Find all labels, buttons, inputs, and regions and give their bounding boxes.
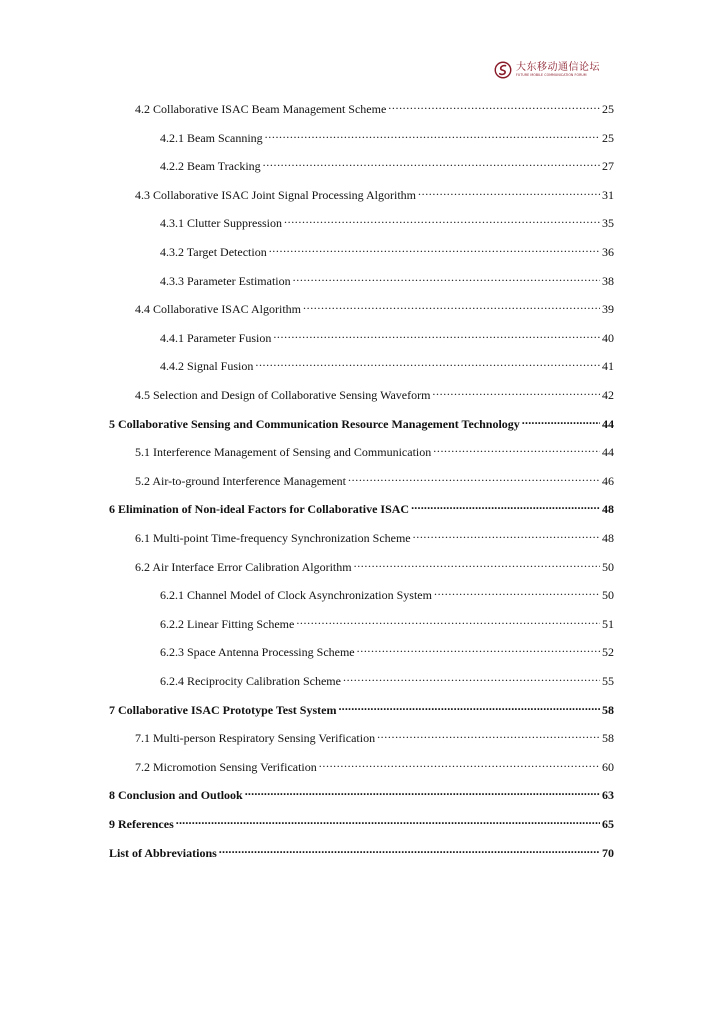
toc-leader-dots	[296, 612, 600, 628]
toc-entry-page: 55	[602, 674, 614, 688]
toc-leader-dots	[255, 354, 600, 370]
toc-entry-page: 31	[602, 188, 614, 202]
toc-leader-dots	[354, 555, 600, 571]
toc-entry-title: 4.3.2 Target Detection	[160, 245, 267, 259]
toc-entry-page: 25	[602, 131, 614, 145]
toc-leader-dots	[273, 326, 600, 342]
toc-leader-dots	[269, 240, 600, 256]
toc-entry-title: 4.5 Selection and Design of Collaborative Sensing Waveform	[135, 388, 431, 402]
toc-entry[interactable]	[160, 126, 614, 145]
toc-entry-page: 50	[602, 588, 614, 602]
toc-entry-title: 9 References	[109, 817, 174, 831]
toc-leader-dots	[338, 698, 600, 714]
toc-entry[interactable]	[109, 841, 614, 860]
toc-entry[interactable]	[109, 412, 614, 431]
toc-leader-dots	[343, 669, 600, 685]
toc-leader-dots	[522, 412, 600, 428]
toc-entry[interactable]	[135, 555, 614, 574]
toc-entry-page: 48	[602, 531, 614, 545]
toc-entry[interactable]	[109, 783, 614, 802]
toc-leader-dots	[433, 440, 600, 456]
toc-entry-title: 4.2.2 Beam Tracking	[160, 159, 261, 173]
toc-entry-page: 63	[602, 788, 614, 802]
toc-entry-page: 42	[602, 388, 614, 402]
toc-entry-page: 25	[602, 102, 614, 116]
toc-entry-page: 44	[602, 445, 614, 459]
toc-entry[interactable]	[109, 497, 614, 516]
toc-leader-dots	[245, 783, 600, 799]
toc-entry-title: 5.1 Interference Management of Sensing and Communication	[135, 445, 432, 459]
toc-entry-page: 41	[602, 359, 614, 373]
toc-leader-dots	[432, 383, 600, 399]
toc-entry-title: 6.2.1 Channel Model of Clock Asynchronization System	[160, 588, 432, 602]
toc-leader-dots	[377, 726, 600, 742]
toc-entry-title: 6.1 Multi-point Time-frequency Synchronization Scheme	[135, 531, 411, 545]
toc-entry[interactable]	[135, 755, 614, 774]
toc-entry-title: 7 Collaborative ISAC Prototype Test System	[109, 703, 337, 717]
toc-entry-page: 60	[602, 760, 614, 774]
toc-entry-page: 44	[602, 417, 614, 431]
toc-entry[interactable]	[160, 354, 614, 373]
toc-entry[interactable]	[160, 211, 614, 230]
toc-entry-title: 4.3.1 Clutter Suppression	[160, 216, 282, 230]
toc-entry-page: 48	[602, 502, 614, 516]
toc-entry[interactable]	[109, 698, 614, 717]
toc-entry[interactable]	[135, 526, 614, 545]
toc-leader-dots	[293, 269, 600, 285]
toc-entry[interactable]	[160, 669, 614, 688]
toc-entry-page: 51	[602, 617, 614, 631]
toc-entry[interactable]	[160, 612, 614, 631]
toc-entry[interactable]	[160, 154, 614, 173]
toc-leader-dots	[411, 497, 600, 513]
toc-entry[interactable]	[135, 383, 614, 402]
toc-entry[interactable]	[160, 240, 614, 259]
toc-entry-title: 6.2.4 Reciprocity Calibration Scheme	[160, 674, 341, 688]
toc-leader-dots	[219, 841, 600, 857]
toc-leader-dots	[348, 469, 600, 485]
toc-entry[interactable]	[135, 297, 614, 316]
toc-entry-page: 39	[602, 302, 614, 316]
header-logo	[494, 59, 600, 81]
toc-entry-page: 36	[602, 245, 614, 259]
toc-entry[interactable]	[135, 469, 614, 488]
toc-entry[interactable]	[135, 183, 614, 202]
toc-entry-page: 46	[602, 474, 614, 488]
logo-chinese-text: 大东移动通信论坛	[516, 61, 600, 73]
toc-entry-title: 4.3.3 Parameter Estimation	[160, 274, 291, 288]
toc-entry-page: 50	[602, 560, 614, 574]
toc-leader-dots	[434, 583, 600, 599]
toc-entry-page: 27	[602, 159, 614, 173]
forum-logo-icon	[494, 61, 512, 79]
toc-entry-page: 58	[602, 731, 614, 745]
toc-entry-page: 52	[602, 645, 614, 659]
toc-entry-title: 8 Conclusion and Outlook	[109, 788, 243, 802]
toc-entry[interactable]	[160, 583, 614, 602]
toc-entry-page: 70	[602, 846, 614, 860]
toc-entry[interactable]	[109, 812, 614, 831]
toc-entry-title: 6.2 Air Interface Error Calibration Algorithm	[135, 560, 352, 574]
toc-entry-page: 58	[602, 703, 614, 717]
toc-entry[interactable]	[160, 326, 614, 345]
toc-entry[interactable]	[135, 726, 614, 745]
toc-leader-dots	[388, 97, 600, 113]
toc-entry-title: 7.2 Micromotion Sensing Verification	[135, 760, 317, 774]
toc-entry[interactable]	[160, 640, 614, 659]
toc-entry-page: 40	[602, 331, 614, 345]
toc-leader-dots	[263, 154, 600, 170]
toc-entry-title: 4.2.1 Beam Scanning	[160, 131, 263, 145]
toc-entry-title: 5 Collaborative Sensing and Communication Resource Management Technology	[109, 417, 520, 431]
toc-entry-page: 35	[602, 216, 614, 230]
toc-entry-title: List of Abbreviations	[109, 846, 217, 860]
toc-leader-dots	[319, 755, 600, 771]
toc-leader-dots	[303, 297, 600, 313]
toc-entry[interactable]	[160, 269, 614, 288]
toc-leader-dots	[176, 812, 600, 828]
toc-entry-title: 7.1 Multi-person Respiratory Sensing Verification	[135, 731, 376, 745]
toc-entry-title: 6.2.2 Linear Fitting Scheme	[160, 617, 295, 631]
toc-leader-dots	[284, 211, 600, 227]
toc-entry-title: 4.4.2 Signal Fusion	[160, 359, 254, 373]
toc-entry-title: 6 Elimination of Non-ideal Factors for Collaborative ISAC	[109, 502, 410, 516]
toc-entry-title: 4.2 Collaborative ISAC Beam Management Scheme	[135, 102, 387, 116]
toc-entry[interactable]	[135, 440, 614, 459]
toc-entry-title: 5.2 Air-to-ground Interference Management	[135, 474, 347, 488]
toc-leader-dots	[418, 183, 600, 199]
toc-entry-title: 4.4 Collaborative ISAC Algorithm	[135, 302, 301, 316]
toc-entry-page: 38	[602, 274, 614, 288]
toc-entry[interactable]	[135, 97, 614, 116]
logo-english-text: FUTURE MOBILE COMMUNICATION FORUM	[516, 72, 587, 77]
toc-leader-dots	[357, 640, 600, 656]
toc-entry-title: 4.4.1 Parameter Fusion	[160, 331, 272, 345]
toc-entry-title: 4.3 Collaborative ISAC Joint Signal Processing Algorithm	[135, 188, 416, 202]
toc-entry-title: 6.2.3 Space Antenna Processing Scheme	[160, 645, 355, 659]
toc-leader-dots	[413, 526, 600, 542]
toc-entry-page: 65	[602, 817, 614, 831]
toc-leader-dots	[265, 126, 600, 142]
